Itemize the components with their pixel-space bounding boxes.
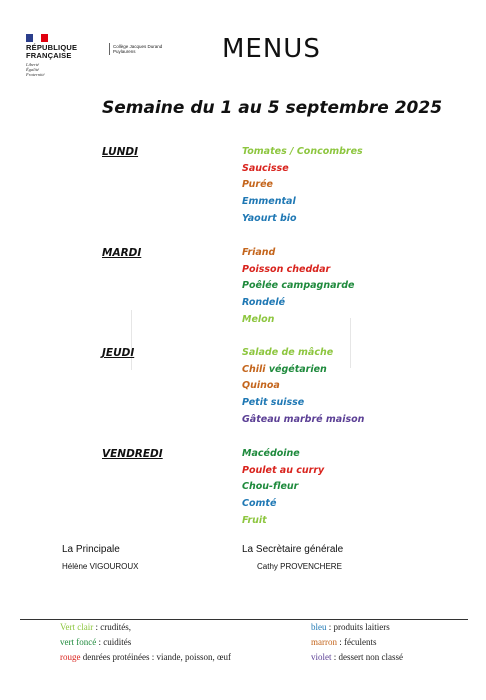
dish-item: Purée (242, 179, 273, 191)
secretary-title: La Secrètaire générale (242, 544, 344, 555)
legend-desc: : produits laitiers (326, 622, 390, 632)
principal-title: La Principale (62, 544, 120, 555)
dish-item: Tomates / Concombres (242, 146, 363, 157)
legend-item (60, 622, 131, 632)
legend-item (60, 652, 231, 662)
day-jeudi: JEUDI (102, 347, 135, 359)
dish-item: Friand (242, 247, 276, 258)
dish-item: Melon (242, 313, 275, 325)
dish-item: Macédoine (242, 448, 300, 459)
week-heading: Semaine du 1 au 5 septembre 2025 (102, 98, 443, 118)
secretary-name: Cathy PROVENCHERE (257, 562, 342, 571)
legend-desc: : crudités, (93, 622, 131, 632)
dish-item: Rondelé (242, 297, 286, 309)
legend-item (60, 637, 131, 647)
legend-item (311, 652, 403, 662)
legend-item (311, 637, 377, 647)
dish-item: Yaourt bio (242, 212, 297, 224)
college-name: Collège Jacques Durand (113, 44, 163, 49)
footer-divider (20, 619, 468, 620)
french-flag-icon (26, 34, 48, 42)
legend-key: vert foncé (60, 637, 97, 647)
dish-item: Quinoa (242, 380, 280, 392)
page-title: MENUS (222, 34, 321, 64)
dish-item: Comté (242, 498, 277, 510)
dish-item (242, 364, 327, 375)
legend-key: violet (311, 652, 332, 662)
college-town: Puylaurens (113, 49, 136, 54)
dish-item: Petit suisse (242, 397, 305, 409)
dish-part: Chili (242, 363, 269, 375)
dish-item: Salade de mâche (242, 347, 334, 358)
day-mardi: MARDI (102, 247, 142, 259)
legend-item (311, 622, 390, 632)
scan-artifact (350, 318, 351, 368)
dish-item: Poulet au curry (242, 464, 325, 476)
dish-item: Poêlée campagnarde (242, 280, 355, 292)
dish-part: végétarien (268, 363, 327, 375)
dish-item: Emmental (242, 196, 296, 208)
dish-item: Fruit (242, 514, 267, 526)
logo-motto-1: Liberté (26, 62, 39, 67)
principal-name: Hélène VIGOUROUX (62, 562, 139, 571)
legend-desc: : cuidités (96, 637, 132, 647)
logo-motto-2: Égalité (26, 67, 39, 72)
logo-divider (109, 43, 110, 55)
dish-item: Gâteau marbré maison (242, 413, 365, 425)
legend-desc: denrées protéinées : viande, poisson, œuf (80, 652, 231, 662)
day-vendredi: VENDREDI (102, 448, 163, 460)
logo-republique: RÉPUBLIQUE (26, 43, 78, 52)
legend-key: Vert clair (60, 622, 94, 632)
day-lundi: LUNDI (102, 146, 139, 158)
legend-key: marron (311, 637, 337, 647)
dish-item: Saucisse (242, 162, 289, 174)
legend-key: bleu (311, 622, 327, 632)
dish-item: Poisson cheddar (242, 263, 331, 275)
logo-motto-3: Fraternité (26, 72, 45, 77)
logo-francaise: FRANÇAISE (26, 51, 72, 60)
dish-item: Chou-fleur (242, 481, 299, 493)
legend-desc: : féculents (337, 637, 377, 647)
scan-artifact (131, 310, 132, 370)
legend-key: rouge (60, 652, 81, 662)
legend-desc: : dessert non classé (331, 652, 403, 662)
